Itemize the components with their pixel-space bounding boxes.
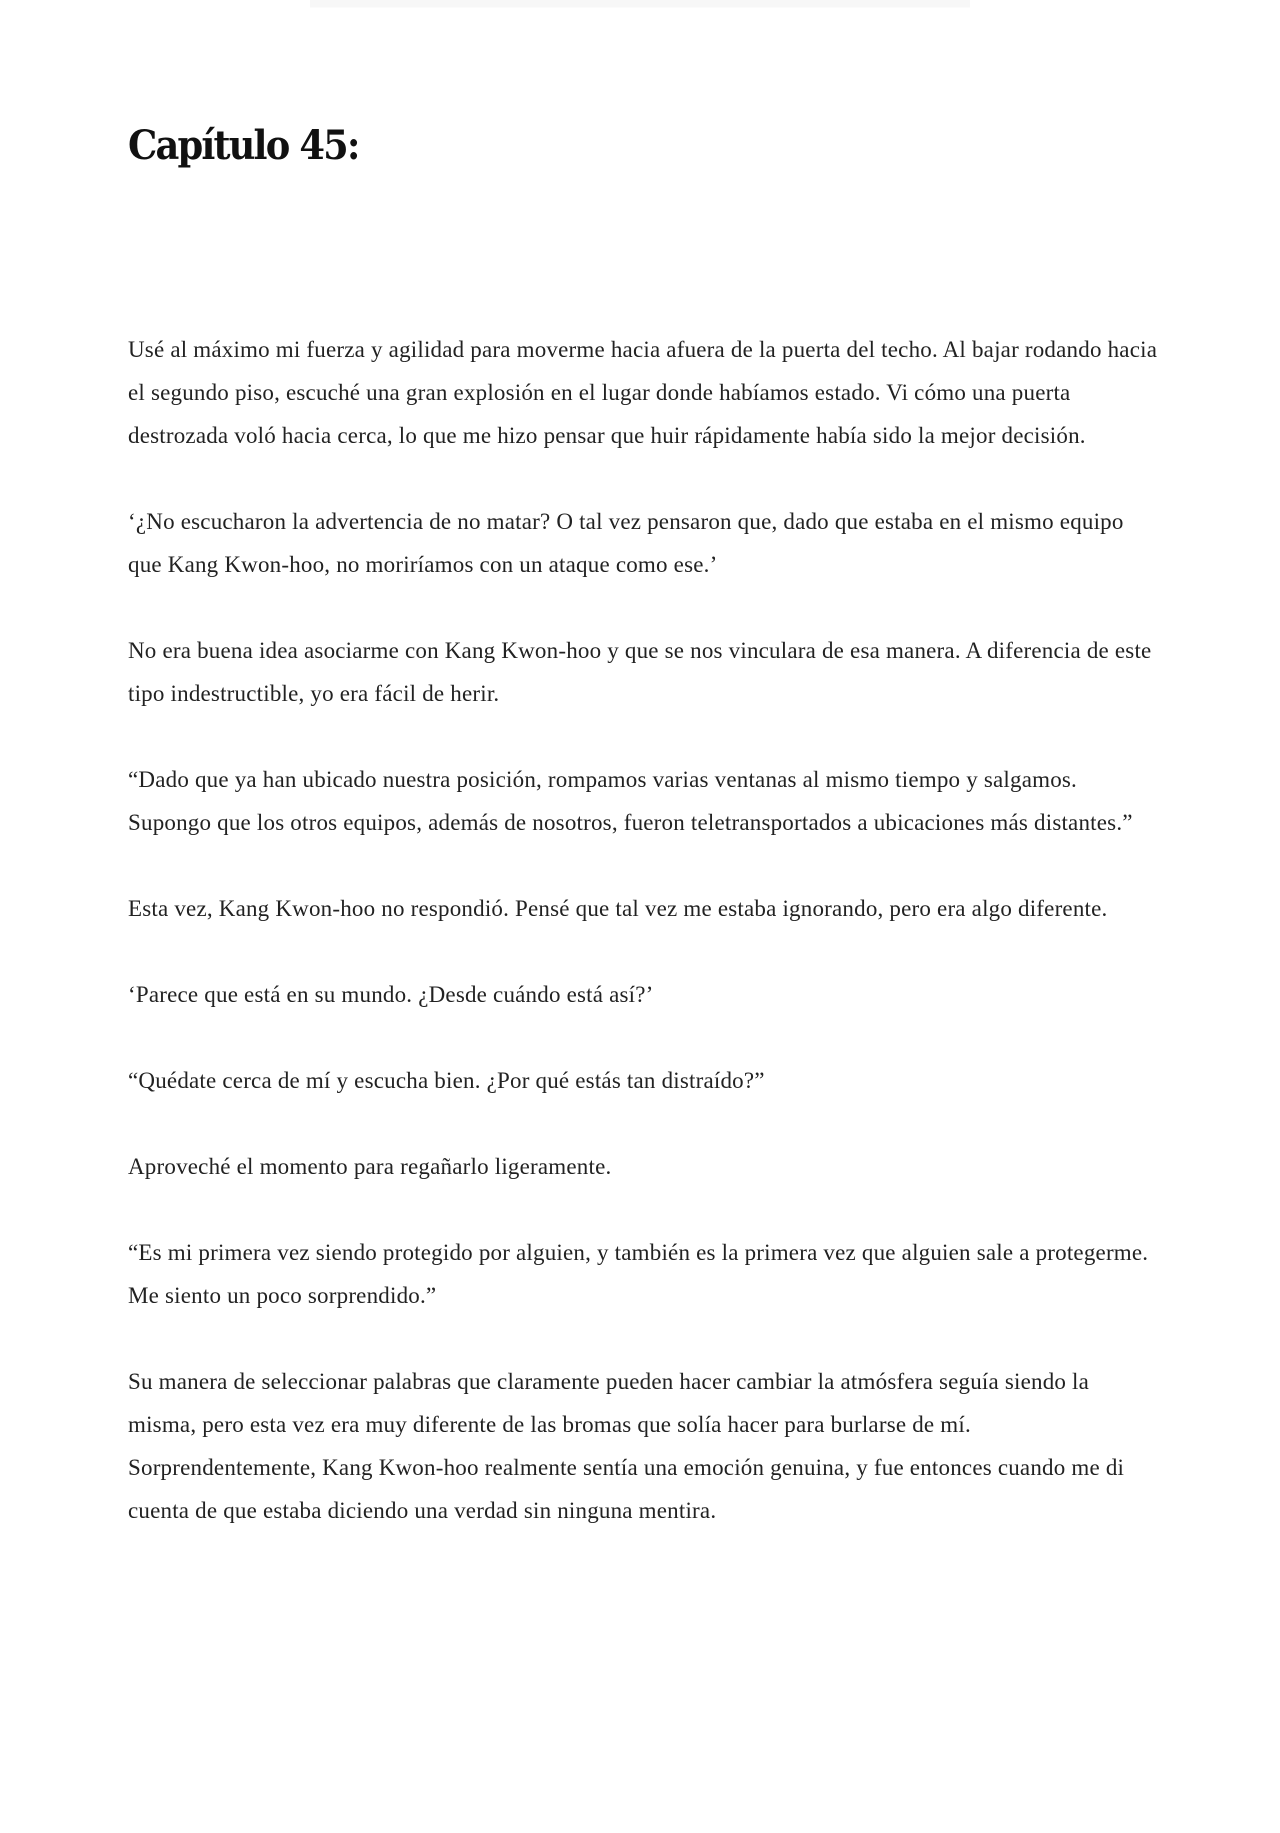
paragraph-7: “Quédate cerca de mí y escucha bien. ¿Por qué estás tan distraído?” [128, 1068, 765, 1093]
chapter-title: Capítulo 45: [128, 122, 359, 169]
top-edge-bar [310, 0, 970, 8]
chapter-body [128, 328, 1158, 1575]
paragraph-8: Aproveché el momento para regañarlo ligeramente. [128, 1154, 612, 1179]
paragraph-2: ‘¿No escucharon la advertencia de no matar? O tal vez pensaron que, dado que estaba en el mismo equipo que Kang Kwon-hoo, no moriríamos con un ataque como ese.’ [128, 509, 1124, 577]
paragraph-4: “Dado que ya han ubicado nuestra posición, rompamos varias ventanas al mismo tiempo y salgamos. Supongo que los otros equipos, además de nosotros, fueron teletransportados a ubicaciones más distantes.” [128, 767, 1133, 835]
paragraph-5: Esta vez, Kang Kwon-hoo no respondió. Pensé que tal vez me estaba ignorando, pero era algo diferente. [128, 896, 1108, 921]
paragraph-1: Usé al máximo mi fuerza y agilidad para moverme hacia afuera de la puerta del techo. Al bajar rodando hacia el segundo piso, escuché una gran explosión en el lugar donde habíamos estado. Vi cómo una puerta destrozada voló hacia cerca, lo que me hizo pensar que huir rápidamente había sido la mejor decisión. [128, 337, 1158, 448]
paragraph-6: ‘Parece que está en su mundo. ¿Desde cuándo está así?’ [128, 982, 654, 1007]
paragraph-9: “Es mi primera vez siendo protegido por alguien, y también es la primera vez que alguien sale a protegerme. Me siento un poco sorprendido.” [128, 1240, 1149, 1308]
paragraph-3: No era buena idea asociarme con Kang Kwon-hoo y que se nos vinculara de esa manera. A diferencia de este tipo indestructible, yo era fácil de herir. [128, 638, 1152, 706]
paragraph-10: Su manera de seleccionar palabras que claramente pueden hacer cambiar la atmósfera seguía siendo la misma, pero esta vez era muy diferente de las bromas que solía hacer para burlarse de mí. Sorprendentemente, Kang Kwon-hoo realmente sentía una emoción genuina, y fue entonces cuando me di cuenta de que estaba diciendo una verdad sin ninguna mentira. [128, 1369, 1125, 1523]
